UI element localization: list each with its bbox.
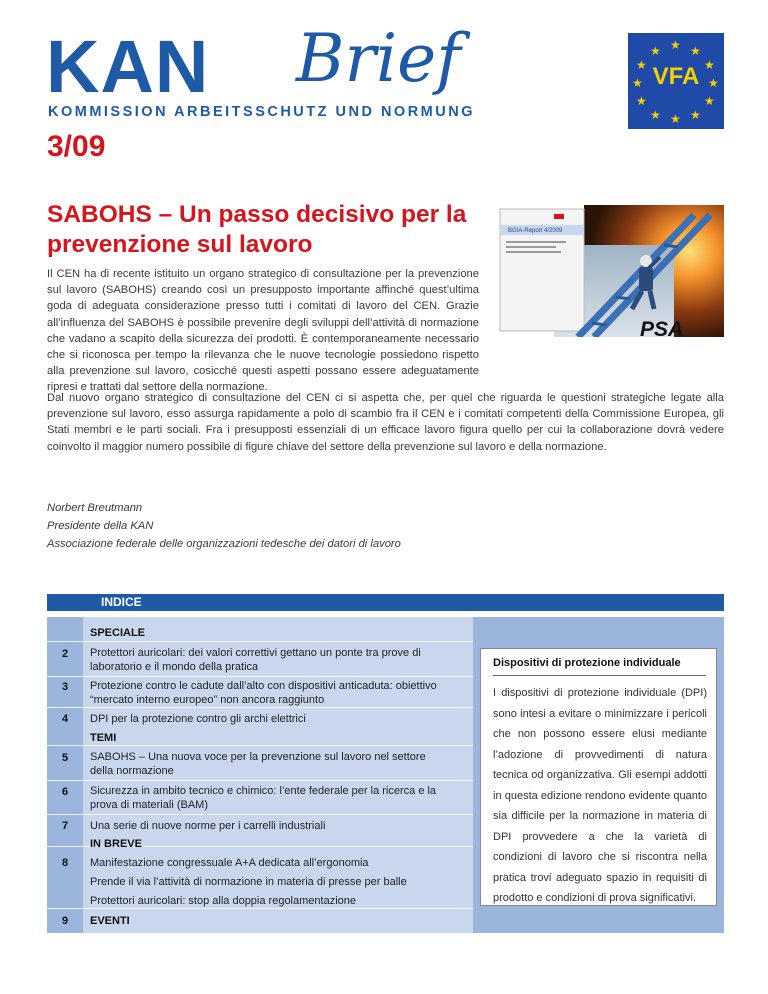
vfa-logo — [628, 33, 724, 129]
index-page-number: 2 — [62, 648, 69, 660]
photo-caption: PSA — [640, 318, 684, 341]
index-divider — [47, 780, 473, 781]
index-page-number: 5 — [62, 752, 69, 764]
article-paragraph-2: Dal nuovo organo strategico di consultazione del CEN ci si aspetta che, per quel che riguarda le questioni strategiche legate alla prevenzione sul lavoro, esso assurga rapidamente a polo di scambio fra il CEN e i comitati competenti della Commissione Europea, gli Stati membri e le parti sociali. Fra i presupposti essenziali di un efficace lavoro figura quello per cui la collaborazione dovrà vedere coinvolto il maggior numero possibile di figure chiave del settore della prevenzione sul lavoro e della normazione. — [47, 392, 724, 453]
star-icon: ★ — [650, 108, 661, 122]
star-icon: ★ — [670, 38, 681, 52]
index-divider — [47, 676, 473, 677]
index-divider — [47, 707, 473, 708]
ppe-info-box — [480, 648, 717, 906]
index-divider — [47, 908, 473, 909]
index-section-title: IN BREVE — [90, 838, 142, 850]
index-divider — [47, 641, 473, 642]
star-icon: ★ — [632, 76, 643, 90]
star-icon: ★ — [636, 94, 647, 108]
index-section-title: TEMI — [90, 732, 117, 744]
article-title: SABOHS – Un passo decisivo per la prevenzione sul lavoro — [47, 201, 467, 258]
star-icon: ★ — [704, 94, 715, 108]
report-label: BGIA-Report 4/2009 — [508, 228, 563, 234]
article-author: Norbert Breutmann — [47, 502, 143, 514]
index-item[interactable]: Sicurezza in ambito tecnico e chimico: l’ente federale per la ricerca e la prova di materiali (BAM) — [90, 785, 437, 811]
index-item[interactable]: Protettori auricolari: dei valori correttivi gettano un ponte tra prove di laboratorio e il mondo della pratica — [90, 647, 421, 673]
star-icon: ★ — [708, 76, 719, 90]
brand-subtitle: KOMMISSION ARBEITSSCHUTZ UND NORMUNG — [48, 104, 475, 120]
index-page-number: 3 — [62, 681, 69, 693]
ppe-info-divider — [493, 675, 706, 676]
article-author-role: Presidente della KAN — [47, 520, 154, 532]
star-icon: ★ — [690, 108, 701, 122]
index-item[interactable]: SABOHS – Una nuova voce per la prevenzione sul lavoro nel settore della normazione — [90, 751, 426, 777]
index-page-number: 9 — [62, 915, 69, 927]
star-icon: ★ — [650, 44, 661, 58]
index-item[interactable]: Protezione contro le cadute dall’alto con dispositivi anticaduta: obiettivo “mercato interno europeo” non ancora raggiunto — [90, 680, 437, 706]
index-header-bar — [47, 594, 724, 611]
vfa-logo-text: VFA — [652, 63, 700, 90]
index-item[interactable]: Manifestazione congressuale A+A dedicata all’ergonomia — [90, 857, 369, 869]
index-heading: INDICE — [101, 595, 142, 609]
article-paragraph-1: Il CEN ha di recente istituito un organo strategico di consultazione per la prevenzione sul lavoro (SABOHS) creando così un presupposto importante affinché quest’ultima goda di adeguata considerazione presso tutti i comitati di lavoro del CEN. Grazie all’influenza del SABOHS è possibile prevenire degli sviluppi dell’attività di normazione che vadano a scapito della sicurezza dei prodotti. È contemporaneamente necessario che si riconosca per tempo la rilevanza che le nuove tecnologie possiedono rispetto alla prevenzione sul lavoro, cosicché questi aspetti possano essere adeguatamente ripresi e trattati dal settore della normazione. — [47, 268, 479, 394]
ppe-photo — [494, 205, 724, 337]
index-item[interactable]: DPI per la protezione contro gli archi elettrici — [90, 713, 306, 725]
index-item[interactable]: Prende il via l’attività di normazione in materia di presse per balle — [90, 876, 407, 888]
brand-kan: KAN — [46, 25, 210, 108]
index-section-title: SPECIALE — [90, 627, 146, 639]
issue-number: 3/09 — [47, 130, 106, 163]
index-page-number: 6 — [62, 786, 69, 798]
index-divider — [47, 814, 473, 815]
ppe-info-title: Dispositivi di protezione individuale — [493, 657, 681, 669]
star-icon: ★ — [690, 44, 701, 58]
index-item[interactable]: Protettori auricolari: stop alla doppia regolamentazione — [90, 895, 356, 907]
brand-brief: Brief — [296, 20, 461, 97]
index-page-number: 8 — [62, 857, 69, 869]
star-icon: ★ — [636, 58, 647, 72]
index-page-number: 7 — [62, 820, 69, 832]
star-icon: ★ — [704, 58, 715, 72]
ppe-info-text: I dispositivi di protezione individuale (DPI) sono intesi a evitare o minimizzare i pericoli che non possono essere elusi mediante l’adozione di provvedimenti di natura tecnica od organizzativa. Gli esempi addotti in questa edizione rendono evidente quanto sia difficile per la normazione in materia di DPI provvedere a che la varietà di condizioni di lavoro che si riscontra nella pratica trovi adeguato spazio in requisiti di prodotto e condizioni di prova significativi. — [493, 687, 707, 904]
index-section-title: EVENTI — [90, 915, 130, 927]
index-divider — [47, 745, 473, 746]
article-author-org: Associazione federale delle organizzazioni tedesche dei datori di lavoro — [47, 538, 401, 550]
index-page-number: 4 — [62, 713, 69, 725]
star-icon: ★ — [670, 112, 681, 126]
index-item[interactable]: Una serie di nuove norme per i carrelli industriali — [90, 820, 326, 832]
